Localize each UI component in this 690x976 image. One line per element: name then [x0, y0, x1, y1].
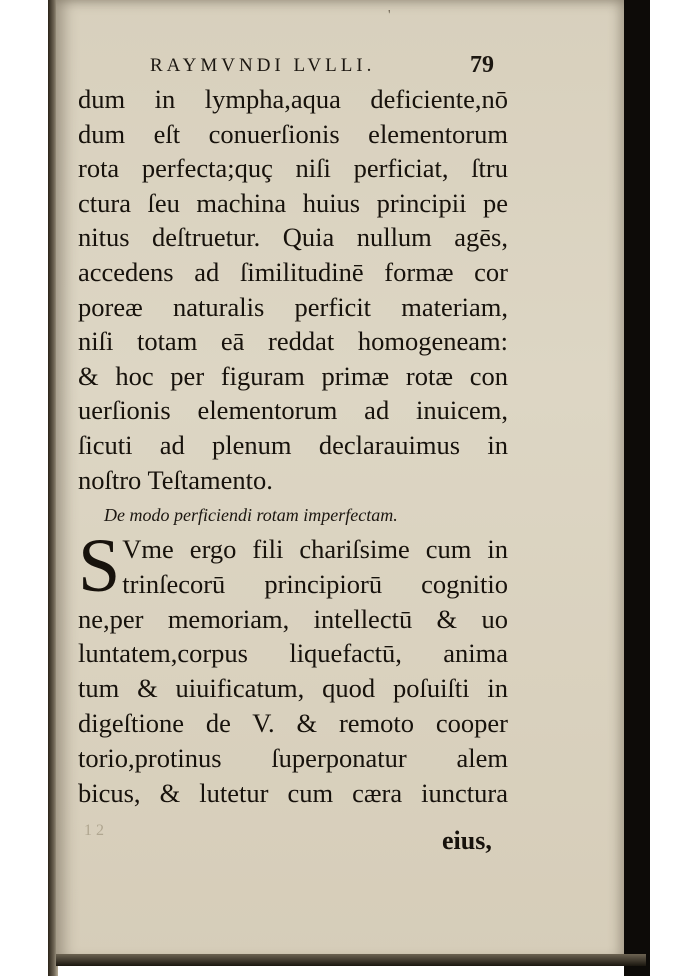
text-line: niſi totam eā reddat homogeneam: [78, 326, 508, 357]
top-mark: ' [388, 8, 391, 23]
text-line: rota perfecta;quç niſi perficiat, ſtru [78, 153, 508, 184]
section-heading: De modo perficiendi rotam imperfectam. [104, 505, 398, 525]
catchword: eius, [442, 826, 492, 855]
text-line: ne,per memoriam, intellectū & uo [78, 603, 508, 634]
signature-mark: 1 2 [84, 822, 104, 839]
text-line: luntatem,corpus liquefactū, anima [78, 638, 508, 669]
text-line: bicus, & lutetur cum cæra iunctura [78, 777, 508, 808]
page-number: 79 [470, 52, 494, 78]
text-line: uerſionis elementorum ad inuicem, [78, 395, 508, 426]
text-line: tum & uiuificatum, quod poſuiſti in [78, 673, 508, 704]
text-line: dum in lympha,aqua deficiente,nō [78, 84, 508, 114]
text-line: trinſecorū principiorū cognitio [122, 568, 508, 599]
text-line: noſtro Teſtamento. [78, 464, 273, 495]
text-line: poreæ naturalis perficit materiam, [78, 291, 508, 322]
text-line: torio,protinus ſuperponatur alem [78, 742, 508, 773]
text-line: dum eſt conuerſionis elementorum [78, 118, 508, 149]
page-edge-dark [624, 0, 650, 976]
text-line: ctura ſeu machina huius principii pe [78, 187, 508, 218]
text-line: & hoc per figuram primæ rotæ con [78, 360, 508, 391]
passage-one [78, 82, 508, 497]
text-line: ſicuti ad plenum declarauimus in [78, 429, 508, 460]
text-line: Vme ergo fili chariſsime cum in [122, 534, 508, 564]
text-line: digeſtione de V. & remoto cooper [78, 707, 508, 738]
passage-two [78, 524, 508, 810]
text-line: nitus deſtruetur. Quia nullum agēs, [78, 222, 508, 253]
running-head: RAYMVNDI LVLLI. [150, 55, 376, 76]
page-bottom-edge [56, 954, 646, 966]
drop-cap-initial: S [78, 524, 121, 608]
text-line: accedens ad ſimilitudinē formæ cor [78, 256, 508, 287]
